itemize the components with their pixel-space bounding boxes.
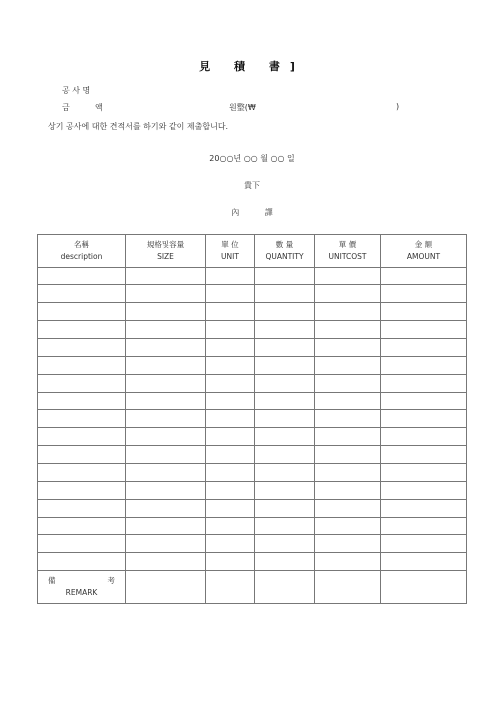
table-cell[interactable]: [38, 374, 126, 392]
table-cell[interactable]: [126, 410, 206, 428]
col-header-description: 名稱 description: [38, 235, 126, 268]
table-cell[interactable]: [126, 303, 206, 321]
table-row: [38, 481, 467, 499]
table-cell[interactable]: [381, 464, 467, 482]
remark-cell[interactable]: [206, 571, 255, 604]
table-cell[interactable]: [206, 517, 255, 535]
table-cell[interactable]: [206, 410, 255, 428]
table-cell[interactable]: [206, 392, 255, 410]
table-cell[interactable]: [381, 339, 467, 357]
table-cell[interactable]: [38, 553, 126, 571]
table-cell[interactable]: [315, 321, 381, 339]
table-cell[interactable]: [38, 535, 126, 553]
table-cell[interactable]: [255, 428, 315, 446]
recipient: 貴下: [244, 181, 260, 190]
table-cell[interactable]: [381, 410, 467, 428]
table-cell[interactable]: [381, 374, 467, 392]
table-cell[interactable]: [126, 499, 206, 517]
table-cell[interactable]: [315, 410, 381, 428]
table-cell[interactable]: [381, 392, 467, 410]
table-row: [38, 303, 467, 321]
table-cell[interactable]: [126, 267, 206, 285]
table-cell[interactable]: [255, 303, 315, 321]
table-cell[interactable]: [38, 339, 126, 357]
table-cell[interactable]: [126, 339, 206, 357]
table-cell[interactable]: [381, 321, 467, 339]
table-cell[interactable]: [381, 303, 467, 321]
table-cell[interactable]: [315, 446, 381, 464]
table-cell[interactable]: [315, 267, 381, 285]
table-cell[interactable]: [126, 464, 206, 482]
table-cell[interactable]: [206, 285, 255, 303]
table-cell[interactable]: [255, 499, 315, 517]
table-cell[interactable]: [206, 553, 255, 571]
table-row: [38, 428, 467, 446]
table-cell[interactable]: [206, 464, 255, 482]
table-cell[interactable]: [381, 535, 467, 553]
table-cell[interactable]: [255, 267, 315, 285]
table-cell[interactable]: [206, 446, 255, 464]
document-title: 見 積 書]: [199, 60, 305, 73]
table-cell[interactable]: [381, 267, 467, 285]
col-header-amount: 金 額 AMOUNT: [381, 235, 467, 268]
table-cell[interactable]: [381, 356, 467, 374]
col-header-unit: 單 位 UNIT: [206, 235, 255, 268]
table-cell[interactable]: [381, 481, 467, 499]
table-cell[interactable]: [38, 481, 126, 499]
table-cell[interactable]: [206, 303, 255, 321]
remark-row: [38, 571, 467, 604]
table-cell[interactable]: [38, 446, 126, 464]
col-header-unitcost: 單 價 UNITCOST: [315, 235, 381, 268]
table-cell[interactable]: [38, 285, 126, 303]
table-cell[interactable]: [255, 285, 315, 303]
table-row: [38, 356, 467, 374]
table-cell[interactable]: [38, 356, 126, 374]
date-line: 20○○년 ○○ 월 ○○ 일: [209, 154, 295, 163]
table-cell[interactable]: [206, 339, 255, 357]
amount-close: ): [396, 102, 400, 111]
intro-text: 상기 공사에 대한 견적서를 하기와 같이 제출합니다.: [48, 122, 229, 131]
remark-cell[interactable]: [381, 571, 467, 604]
table-cell[interactable]: [126, 321, 206, 339]
table-row: [38, 446, 467, 464]
details-heading: 內 譯: [231, 208, 273, 217]
table-cell[interactable]: [315, 303, 381, 321]
table-cell[interactable]: [38, 517, 126, 535]
table-cell[interactable]: [126, 356, 206, 374]
table-cell[interactable]: [315, 392, 381, 410]
table-cell[interactable]: [206, 535, 255, 553]
table-row: [38, 374, 467, 392]
table-row: [38, 464, 467, 482]
table-cell[interactable]: [255, 321, 315, 339]
table-cell[interactable]: [381, 285, 467, 303]
quote-table: [37, 234, 467, 604]
table-header-row: [38, 235, 467, 268]
table-cell[interactable]: [38, 303, 126, 321]
table-row: [38, 339, 467, 357]
remark-cell[interactable]: [255, 571, 315, 604]
table-cell[interactable]: [38, 410, 126, 428]
table-cell[interactable]: [38, 392, 126, 410]
table-row: [38, 517, 467, 535]
col-header-quantity: 數 量 QUANTITY: [255, 235, 315, 268]
table-cell[interactable]: [255, 374, 315, 392]
table-cell[interactable]: [315, 553, 381, 571]
remark-label: 備 考 REMARK: [38, 571, 126, 604]
table-cell[interactable]: [126, 392, 206, 410]
table-cell[interactable]: [38, 428, 126, 446]
amount-label-2: 액: [95, 103, 103, 112]
table-cell[interactable]: [255, 339, 315, 357]
table-cell[interactable]: [255, 553, 315, 571]
table-row: [38, 553, 467, 571]
amount-currency: 원整(₩: [229, 103, 256, 112]
table-cell[interactable]: [206, 481, 255, 499]
table-cell[interactable]: [315, 517, 381, 535]
table-cell[interactable]: [315, 428, 381, 446]
table-cell[interactable]: [206, 321, 255, 339]
remark-cell[interactable]: [315, 571, 381, 604]
table-row: [38, 285, 467, 303]
table-cell[interactable]: [255, 446, 315, 464]
table-cell[interactable]: [38, 464, 126, 482]
table-cell[interactable]: [255, 481, 315, 499]
table-row: [38, 499, 467, 517]
table-cell[interactable]: [206, 428, 255, 446]
table-cell[interactable]: [206, 499, 255, 517]
table-cell[interactable]: [315, 481, 381, 499]
table-cell[interactable]: [315, 285, 381, 303]
table-cell[interactable]: [381, 499, 467, 517]
amount-label: 금: [62, 103, 70, 112]
table-row: [38, 535, 467, 553]
table-cell[interactable]: [126, 553, 206, 571]
table-row: [38, 321, 467, 339]
table-cell[interactable]: [206, 356, 255, 374]
table-row: [38, 410, 467, 428]
table-cell[interactable]: [381, 517, 467, 535]
table-cell[interactable]: [126, 535, 206, 553]
table-cell[interactable]: [315, 499, 381, 517]
table-cell[interactable]: [315, 464, 381, 482]
table-cell[interactable]: [381, 553, 467, 571]
table-cell[interactable]: [315, 535, 381, 553]
table-cell[interactable]: [255, 517, 315, 535]
table-cell[interactable]: [315, 374, 381, 392]
col-header-size: 規格및容量 SIZE: [126, 235, 206, 268]
table-cell[interactable]: [315, 356, 381, 374]
table-cell[interactable]: [315, 339, 381, 357]
table-row: [38, 267, 467, 285]
table-cell[interactable]: [126, 285, 206, 303]
table-cell[interactable]: [255, 464, 315, 482]
table-cell[interactable]: [255, 535, 315, 553]
table-row: [38, 392, 467, 410]
table-cell[interactable]: [38, 321, 126, 339]
table-cell[interactable]: [38, 499, 126, 517]
project-name-label: 공 사 명: [62, 86, 91, 95]
remark-cell[interactable]: [126, 571, 206, 604]
table-cell[interactable]: [126, 481, 206, 499]
table-cell[interactable]: [126, 428, 206, 446]
table-cell[interactable]: [206, 267, 255, 285]
table-cell[interactable]: [38, 267, 126, 285]
table-cell[interactable]: [381, 428, 467, 446]
table-cell[interactable]: [206, 374, 255, 392]
table-cell[interactable]: [126, 446, 206, 464]
table-cell[interactable]: [126, 517, 206, 535]
table-cell[interactable]: [255, 392, 315, 410]
table-cell[interactable]: [255, 410, 315, 428]
table-cell[interactable]: [126, 374, 206, 392]
table-cell[interactable]: [255, 356, 315, 374]
table-cell[interactable]: [381, 446, 467, 464]
